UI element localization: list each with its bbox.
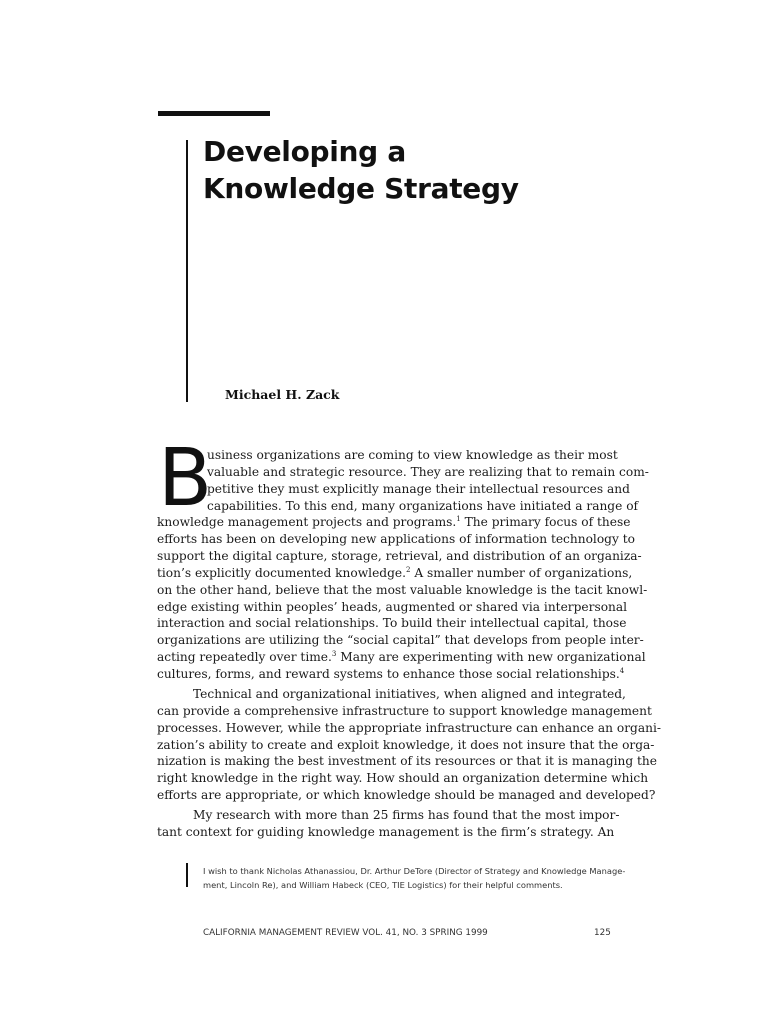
paragraph-3 (157, 807, 620, 841)
paragraph-1 (157, 447, 649, 683)
top-decorative-rule (158, 111, 270, 116)
author-name: Michael H. Zack (225, 387, 340, 402)
paragraph-line: usiness organizations are coming to view knowledge as their most (207, 448, 618, 462)
paragraph-line: knowledge management projects and programs.$^1$ The primary focus of these (157, 515, 631, 530)
paragraph-line: right knowledge in the right way. How should an organization determine which (157, 771, 649, 786)
paragraph-line: can provide a comprehensive infrastructure to support knowledge management (157, 703, 652, 718)
title-vertical-rule (186, 140, 188, 402)
journal-running-footer: CALIFORNIA MANAGEMENT REVIEW VOL. 41, NO. 3 SPRING 1999 (203, 928, 488, 938)
footnote-line: ment, Lincoln Re), and William Habeck (CEO, TIE Logistics) for their helpful comments. (203, 880, 563, 890)
paragraph-line: Technical and organizational initiatives, when aligned and integrated, (193, 687, 626, 701)
paragraph-line: cultures, forms, and reward systems to enhance those social relationships.$^4$ (157, 666, 625, 681)
paragraph-line: efforts has been on developing new applications of information technology to (157, 532, 635, 547)
article-title (203, 133, 519, 207)
footnote-ref[interactable]: 3 (331, 650, 337, 659)
paragraph-2 (157, 686, 661, 804)
paragraph-line: My research with more than 25 firms has found that the most impor- (193, 808, 620, 822)
title-line-2: Knowledge Strategy (203, 172, 519, 205)
paragraph-line: nization is making the best investment of its resources or that it is managing the (157, 754, 657, 769)
paragraph-line: edge existing within peoples’ heads, augmented or shared via interpersonal (157, 599, 628, 614)
paragraph-line: petitive they must explicitly manage their intellectual resources and (207, 481, 630, 496)
title-line-1: Developing a (203, 135, 406, 168)
drop-cap-letter: B (158, 432, 213, 524)
paragraph-line: acting repeatedly over time.$^3$ Many are experimenting with new organizational (157, 650, 646, 665)
paragraph-line: organizations are utilizing the “social capital” that develops from people inter- (157, 633, 644, 648)
paragraph-line: valuable and strategic resource. They are realizing that to remain com- (207, 464, 649, 479)
paragraph-line: efforts are appropriate, or which knowledge should be managed and developed? (157, 788, 656, 803)
paragraph-line: processes. However, while the appropriate infrastructure can enhance an organi- (157, 720, 661, 735)
footnote-ref[interactable]: 1 (456, 515, 461, 524)
page-number: 125 (594, 928, 611, 938)
paragraph-line: tion’s explicitly documented knowledge.$^2$ A smaller number of organizations, (157, 565, 633, 580)
footnote-ref[interactable]: 2 (405, 565, 411, 574)
footnote-ref[interactable]: 4 (619, 666, 625, 675)
footnote-vertical-rule (186, 863, 188, 887)
paragraph-line: zation’s ability to create and exploit knowledge, it does not insure that the orga- (157, 737, 655, 752)
paragraph-line: on the other hand, believe that the most valuable knowledge is the tacit knowl- (157, 582, 648, 597)
acknowledgment-footnote (203, 864, 626, 892)
footnote-line: I wish to thank Nicholas Athanassiou, Dr. Arthur DeTore (Director of Strategy and Knowledge Manage- (203, 866, 626, 876)
paragraph-line: capabilities. To this end, many organizations have initiated a range of (207, 498, 639, 513)
paragraph-line: support the digital capture, storage, retrieval, and distribution of an organiza- (157, 549, 642, 564)
paragraph-line: tant context for guiding knowledge management is the firm’s strategy. An (157, 824, 615, 839)
paragraph-line: interaction and social relationships. To build their intellectual capital, those (157, 616, 627, 631)
